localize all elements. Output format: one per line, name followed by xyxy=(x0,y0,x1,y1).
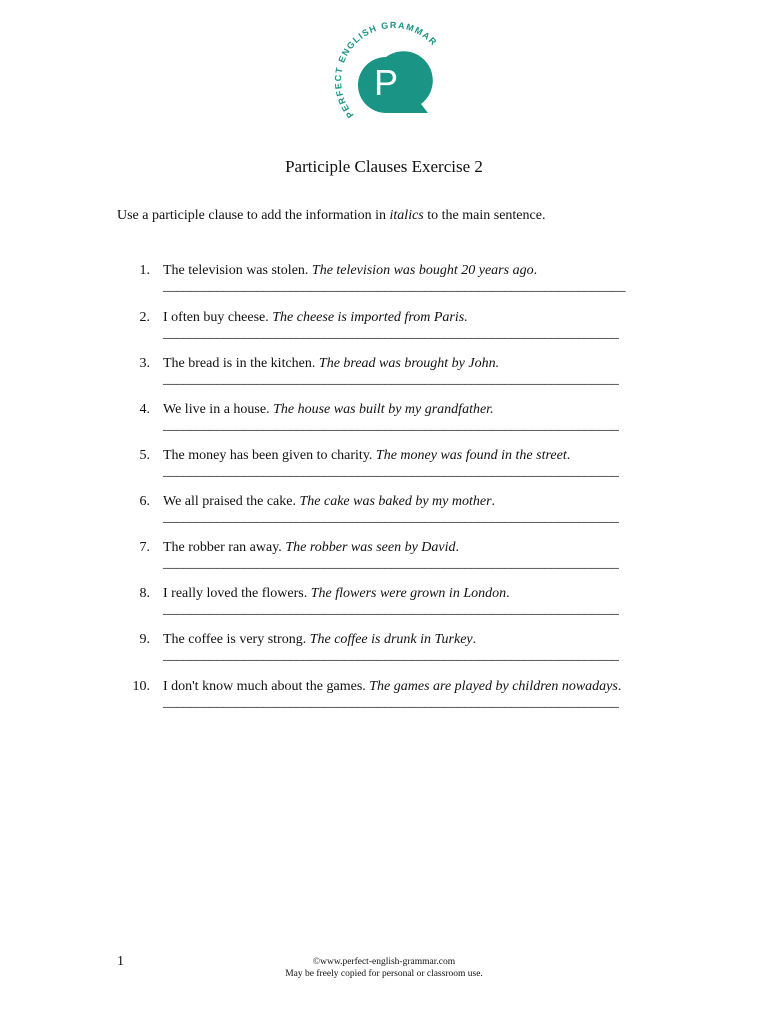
footer xyxy=(0,956,768,980)
exercise-item xyxy=(0,310,768,356)
answer-line[interactable]: ____________________________________________________________________ xyxy=(163,556,619,571)
answer-line[interactable]: ____________________________________________________________________ xyxy=(163,326,619,341)
exercise-item xyxy=(0,402,768,448)
page-number: 1 xyxy=(117,954,124,969)
footer-note: May be freely copied for personal or classroom use. xyxy=(285,969,483,979)
exercise-item xyxy=(0,586,768,632)
answer-line[interactable]: ____________________________________________________________________ xyxy=(163,695,619,710)
item-number: 9. xyxy=(139,632,150,647)
exercise-item xyxy=(0,448,768,494)
answer-line[interactable]: ____________________________________________________________________ xyxy=(163,372,619,387)
logo-arc-text: PERFECT ENGLISH GRAMMAR xyxy=(332,20,440,120)
item-sentence: We live in a house. The house was built by my grandfather. xyxy=(163,402,494,417)
item-number: 10. xyxy=(132,679,150,694)
item-number: 3. xyxy=(139,356,150,371)
item-sentence: The television was stolen. The television was bought 20 years ago. xyxy=(163,263,538,278)
answer-line[interactable]: ____________________________________________________________________ xyxy=(163,418,619,433)
item-sentence: The coffee is very strong. The coffee is drunk in Turkey. xyxy=(163,632,477,647)
exercise-item xyxy=(0,540,768,586)
logo-letter: P xyxy=(373,62,399,103)
item-sentence: I often buy cheese. The cheese is imported from Paris. xyxy=(163,310,468,325)
exercise-item xyxy=(0,356,768,402)
perfect-english-grammar-logo xyxy=(325,20,445,124)
answer-line[interactable]: _____________________________________________________________________ xyxy=(163,279,626,294)
item-sentence: We all praised the cake. The cake was baked by my mother. xyxy=(163,494,496,509)
answer-line[interactable]: ____________________________________________________________________ xyxy=(163,510,619,525)
footer-copyright[interactable]: ©www.perfect-english-grammar.com xyxy=(312,957,456,967)
answer-line[interactable]: ____________________________________________________________________ xyxy=(163,464,619,479)
item-sentence: The money has been given to charity. The money was found in the street. xyxy=(163,448,571,463)
page-title: Participle Clauses Exercise 2 xyxy=(285,157,483,176)
item-number: 8. xyxy=(139,586,150,601)
exercise-item xyxy=(0,632,768,678)
exercise-item xyxy=(0,494,768,540)
answer-line[interactable]: ____________________________________________________________________ xyxy=(163,602,619,617)
item-sentence: The bread is in the kitchen. The bread was brought by John. xyxy=(163,356,500,371)
item-number: 7. xyxy=(139,540,150,555)
exercise-item xyxy=(0,679,768,725)
item-number: 2. xyxy=(139,310,150,325)
item-sentence: I really loved the flowers. The flowers were grown in London. xyxy=(163,586,510,601)
instruction: Use a participle clause to add the information in italics to the main sentence. xyxy=(117,208,546,223)
item-number: 6. xyxy=(139,494,150,509)
item-sentence: I don't know much about the games. The games are played by children nowadays. xyxy=(163,679,622,694)
item-number: 5. xyxy=(139,448,150,463)
item-sentence: The robber ran away. The robber was seen by David. xyxy=(163,540,459,555)
answer-line[interactable]: ____________________________________________________________________ xyxy=(163,648,619,663)
item-number: 4. xyxy=(139,402,150,417)
exercise-item xyxy=(0,263,768,309)
item-number: 1. xyxy=(139,263,150,278)
